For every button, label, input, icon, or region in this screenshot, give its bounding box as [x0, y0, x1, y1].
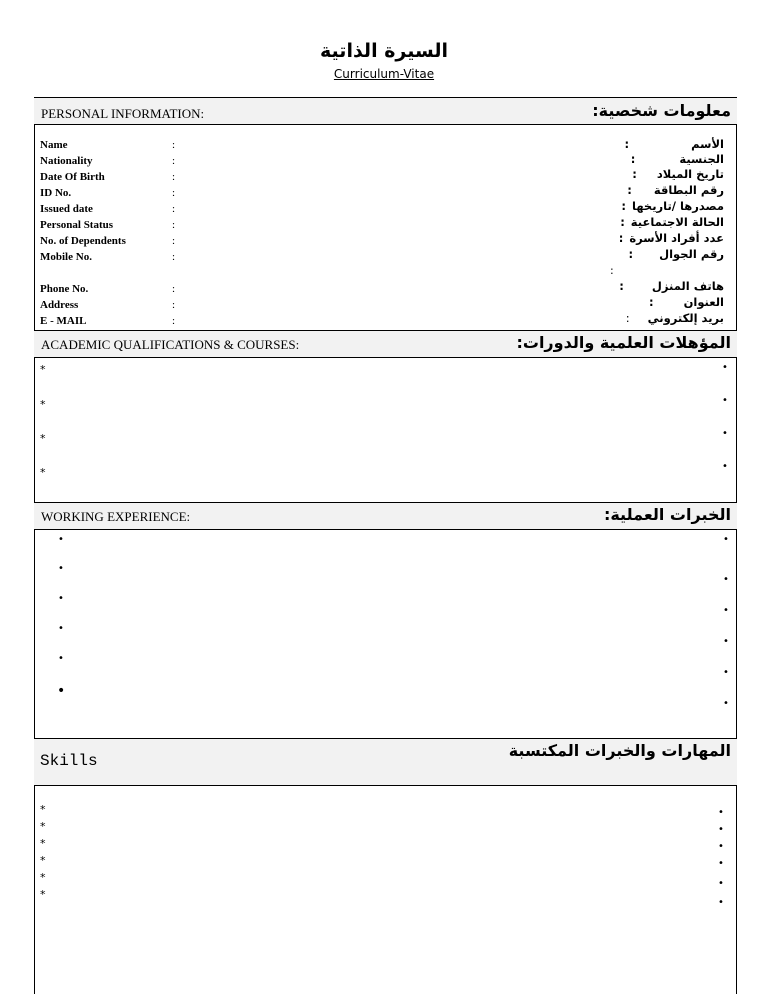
skills-bullet-3: •: [718, 841, 724, 852]
academic-asterisk-3: *: [40, 432, 46, 445]
field-issued-date: Issued date :: [40, 203, 176, 215]
experience-bullet-right-3: •: [723, 605, 729, 616]
field-ar-mobile: رقم الجوال:: [628, 247, 724, 261]
field-email: E - MAIL :: [40, 315, 176, 327]
field-address: Address :: [40, 299, 176, 311]
skills-asterisk-5: *: [40, 871, 46, 884]
skills-heading-bar: [34, 738, 737, 786]
field-ar-dependents: عدد أفراد الأسرة:: [618, 231, 724, 245]
field-ar-issued: مصدرها /تاريخها:: [621, 199, 724, 213]
academic-asterisk-2: *: [40, 398, 46, 411]
field-phone: Phone No. :: [40, 283, 176, 295]
field-ar-birth: تاريخ الميلاد:: [632, 167, 724, 181]
skills-asterisk-2: *: [40, 820, 46, 833]
academic-heading-ar: المؤهلات العلمية والدورات:: [516, 333, 731, 352]
field-id-no: ID No. :: [40, 187, 176, 199]
academic-bullet-2: •: [722, 395, 728, 406]
experience-bullet-left-3: •: [58, 593, 64, 604]
field-ar-address: العنوان:: [648, 295, 724, 309]
academic-bullet-4: •: [722, 461, 728, 472]
field-personal-status: Personal Status :: [40, 219, 176, 231]
experience-bullet-right-6: •: [723, 698, 729, 709]
experience-bullet-right-5: •: [723, 667, 729, 678]
field-nationality: Nationality :: [40, 155, 176, 167]
title-arabic: السيرة الذاتية: [320, 40, 448, 62]
field-ar-nationality: الجنسية:: [630, 152, 724, 166]
experience-heading-en: WORKING EXPERIENCE:: [41, 509, 191, 524]
experience-bullet-right-1: •: [723, 534, 729, 545]
field-ar-name: الأسم:: [624, 137, 724, 151]
field-ar-email: بريد إلكتروني:: [625, 311, 724, 325]
field-dependents: No. of Dependents :: [40, 235, 176, 247]
field-ar-id: رقم البطاقة:: [627, 183, 724, 197]
field-date-of-birth: Date Of Birth :: [40, 171, 176, 183]
skills-bullet-1: •: [718, 807, 724, 818]
academic-bullet-1: •: [722, 362, 728, 373]
personal-info-heading-ar: معلومات شخصية:: [592, 101, 731, 120]
title-english-text: Curriculum-Vitae: [333, 67, 435, 81]
field-name: Name :: [40, 139, 176, 151]
experience-heading-ar: الخبرات العملية:: [603, 505, 731, 524]
experience-bullet-left-6: •: [57, 683, 66, 699]
skills-asterisk-6: *: [40, 888, 46, 901]
field-mobile: Mobile No. :: [40, 251, 176, 263]
academic-asterisk-4: *: [40, 466, 46, 479]
academic-heading-en: ACADEMIC QUALIFICATIONS & COURSES:: [41, 337, 300, 352]
experience-bullet-left-2: •: [58, 563, 64, 574]
skills-heading-en: Skills: [40, 752, 98, 770]
academic-asterisk-1: *: [40, 363, 46, 376]
field-ar-phone: هاتف المنزل:: [619, 279, 724, 293]
skills-bullet-6: •: [718, 897, 724, 908]
skills-bullet-4: •: [718, 858, 724, 869]
personal-info-heading-en: PERSONAL INFORMATION:: [41, 106, 205, 121]
skills-asterisk-3: *: [40, 837, 46, 850]
title-english: [0, 67, 768, 81]
experience-bullet-left-4: •: [58, 623, 64, 634]
field-ar-status: الحالة الاجتماعية:: [620, 215, 724, 229]
stray-colon: :: [610, 264, 614, 277]
experience-bullet-right-2: •: [723, 574, 729, 585]
academic-heading-bar: [34, 330, 737, 358]
academic-bullet-3: •: [722, 428, 728, 439]
experience-bullet-left-5: •: [58, 653, 64, 664]
experience-heading-bar: [34, 502, 737, 530]
skills-asterisk-4: *: [40, 854, 46, 867]
experience-bullet-right-4: •: [723, 636, 729, 647]
skills-heading-ar: المهارات والخبرات المكتسبة: [508, 741, 731, 760]
experience-bullet-left-1: •: [58, 534, 64, 545]
skills-bullet-5: •: [718, 878, 724, 889]
skills-asterisk-1: *: [40, 803, 46, 816]
skills-bullet-2: •: [718, 824, 724, 835]
personal-info-heading-bar: [34, 97, 737, 125]
